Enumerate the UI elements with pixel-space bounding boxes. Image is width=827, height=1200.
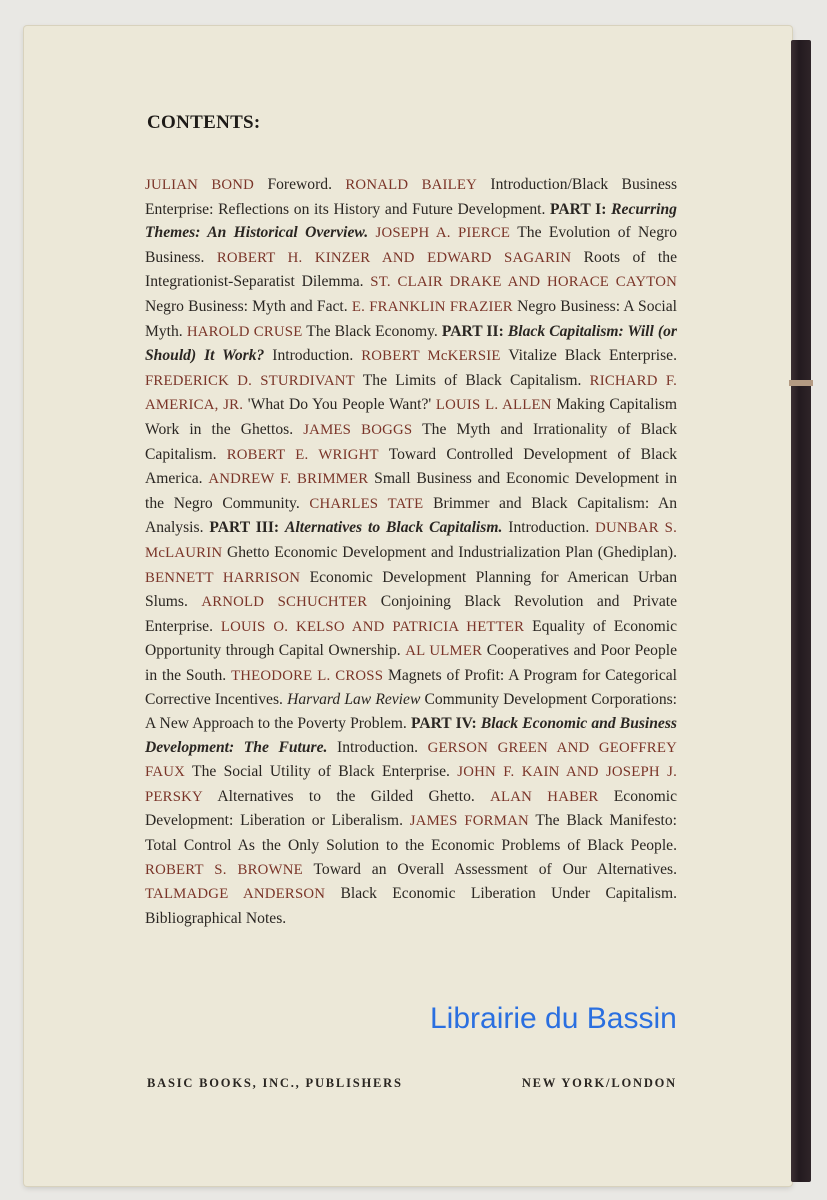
part-title: Alternatives to Black Capitalism. <box>285 519 503 537</box>
entry-author: DUNBAR S. McLAURIN <box>145 520 678 561</box>
entry-author: THEODORE L. CROSS <box>231 667 384 684</box>
part-introduction: Introduction. <box>272 347 354 365</box>
entry-author: GERSON GREEN AND GEOFFREY FAUX <box>145 739 677 781</box>
contents-list <box>145 173 677 930</box>
entry-author: FREDERICK D. STURDIVANT <box>145 372 355 389</box>
part-title: Black Capitalism: Will (or Should) It Work? <box>145 322 677 365</box>
entry-title: Equality of Economic Opportunity through Capital Ownership. <box>145 617 677 660</box>
entry-author: ST. CLAIR DRAKE AND HORACE CAYTON <box>370 274 677 291</box>
entry-author: LOUIS L. ALLEN <box>435 397 552 414</box>
entry-title: The Black Economy. <box>306 322 438 340</box>
entry-author: ANDREW F. BRIMMER <box>208 471 369 488</box>
entry-author: E. FRANKLIN FRAZIER <box>351 298 513 315</box>
entry-title: Toward Controlled Development of Black America. <box>145 445 677 488</box>
entry-author: ROBERT E. WRIGHT <box>226 446 379 463</box>
entry-title: Bibliographical Notes. <box>145 909 287 927</box>
part-title: Black Economic and Business Development: The Future. <box>145 715 677 756</box>
entry-author: JAMES FORMAN <box>409 813 529 830</box>
entry-title: Negro Business: Myth and Fact. <box>145 297 348 315</box>
entry-author: ALAN HABER <box>490 788 599 805</box>
entry-title: Ghetto Economic Development and Industrialization Plan (Ghediplan). <box>227 543 677 561</box>
entry-title: Economic Development Planning for American Urban Slums. <box>145 568 677 611</box>
entry-title: Brimmer and Black Capitalism: An Analysis. <box>145 494 678 537</box>
entry-author: TALMADGE ANDERSON <box>145 886 326 903</box>
entry-author: JAMES BOGGS <box>303 421 413 438</box>
publisher-imprint <box>147 1076 677 1091</box>
entry-title: The Evolution of Negro Business. <box>145 224 677 266</box>
entry-author: JOHN F. KAIN AND JOSEPH J. PERSKY <box>145 764 677 805</box>
entry-title: Vitalize Black Enterprise. <box>508 347 677 365</box>
book-spine <box>791 40 811 1182</box>
entry-author: JOSEPH A. PIERCE <box>375 225 511 242</box>
entry-title: Toward an Overall Assessment of Our Alternatives. <box>313 860 677 878</box>
entry-author: ROBERT H. KINZER AND EDWARD SAGARIN <box>216 249 572 266</box>
entry-author: LOUIS O. KELSO AND PATRICIA HETTER <box>220 618 525 635</box>
part-title: Recurring Themes: An Historical Overview. <box>145 200 677 242</box>
entry-title: The Limits of Black Capitalism. <box>362 371 582 389</box>
entry-title: Making Capitalism Work in the Ghettos. <box>145 396 677 438</box>
publisher-name: BASIC BOOKS, INC., PUBLISHERS <box>147 1076 403 1090</box>
entry-title: The Black Manifesto: Total Control As the Only Solution to the Economic Problems of Black People. <box>145 812 677 855</box>
entry-title: Negro Business: A Social Myth. <box>145 297 678 340</box>
part-label: PART II: <box>441 322 504 340</box>
entry-author: HAROLD CRUSE <box>186 323 303 340</box>
entry-title: The Social Utility of Black Enterprise. <box>192 763 450 781</box>
entry-author: CHARLES TATE <box>309 495 424 512</box>
spine-band <box>789 380 813 386</box>
entry-title: Black Economic Liberation Under Capitalism. <box>340 885 677 903</box>
entry-title: Alternatives to the Gilded Ghetto. <box>217 787 475 805</box>
contents-heading: CONTENTS: <box>147 112 261 133</box>
part-label: PART I: <box>550 200 607 218</box>
entry-author: ARNOLD SCHUCHTER <box>201 594 368 611</box>
seller-watermark: Librairie du Bassin <box>430 1002 677 1035</box>
entry-author: BENNETT HARRISON <box>145 569 301 586</box>
entry-author: ROBERT S. BROWNE <box>145 861 303 878</box>
part-introduction: Introduction. <box>337 738 419 756</box>
part-introduction: Introduction. <box>508 519 590 537</box>
part-label: PART IV: <box>410 715 477 733</box>
part-label: PART III: <box>209 519 280 537</box>
entry-title: Roots of the Integrationist-Separatist Dilemma. <box>145 248 677 291</box>
entry-title: The Myth and Irrationality of Black Capitalism. <box>145 420 677 463</box>
entry-title: Small Business and Economic Development in the Negro Community. <box>145 470 677 512</box>
entry-author: RICHARD F. AMERICA, JR. <box>145 372 677 414</box>
entry-title: Cooperatives and Poor People in the South. <box>145 642 678 684</box>
entry-title: Magnets of Profit: A Program for Categorical Corrective Incentives. <box>145 666 677 709</box>
publisher-place: NEW YORK/LONDON <box>521 1076 677 1090</box>
entry-title: Economic Development: Liberation or Liberalism. <box>145 787 678 830</box>
entry-title: Community Development Corporations: A New Approach to the Poverty Problem. <box>145 691 678 733</box>
entry-author: RONALD BAILEY <box>345 177 478 193</box>
entry-author: ROBERT McKERSIE <box>361 348 501 365</box>
entry-author: AL ULMER <box>405 643 483 660</box>
entry-author: JULIAN BOND <box>145 177 255 193</box>
entry-title: 'What Do You People Want?' <box>247 396 432 414</box>
entry-source: Harvard Law Review <box>287 691 421 709</box>
entry-title: Introduction/Black Business Enterprise: Reflections on its History and Future Development. <box>145 176 678 218</box>
entry-title: Conjoining Black Revolution and Private Enterprise. <box>145 593 677 635</box>
entry-title: Foreword. <box>267 176 332 193</box>
